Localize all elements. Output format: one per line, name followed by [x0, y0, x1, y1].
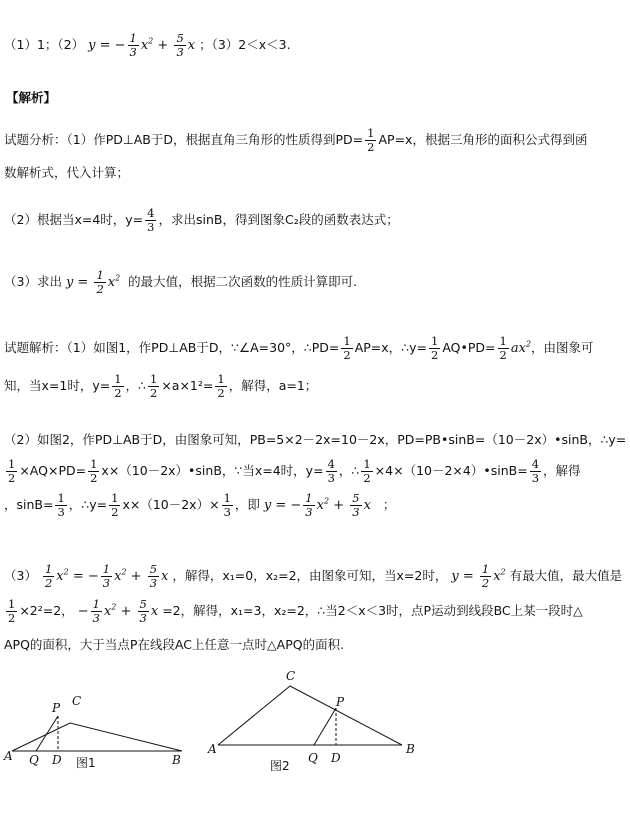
solution-line-1: 试题解析：（1）如图1，作PD⊥AB于D，∵∠A=30°，∴PD= $\frac{1}{2}$ AP=x，∴y= $\frac{1}{2}$ AQ•PD= $\frac{1}{2}$ $ax^2$，由图象可 [4, 334, 594, 362]
solution-text: ，sinB= [4, 497, 54, 512]
fraction: $\frac{1}{2}$ [8, 597, 16, 625]
triangle-ac-cb [218, 686, 402, 745]
formula: y = − $\frac{1}{3}$ $x^2$ + $\frac{5}{3}$ x [263, 491, 371, 519]
fraction: $\frac{4}{3}$ [147, 206, 155, 234]
solution-line-7 [4, 598, 630, 625]
fraction: $\frac{1}{3}$ [223, 491, 231, 519]
solution-text: AQ•PD= [442, 340, 496, 355]
figures [0, 660, 630, 820]
fraction: $\frac{1}{2}$ [149, 372, 158, 400]
solution-text: x×（10－2x）•sinB，∵当x=4时，y= [101, 463, 324, 478]
solution-line-5 [4, 492, 630, 519]
solution-line-6 [4, 563, 630, 590]
label-b: B [172, 753, 181, 767]
solution-text: ，解得，x₁=0，x₂=2，由图象可知，当x=2时， [172, 568, 448, 583]
answer-part2: ；（3）2＜x＜3. [199, 37, 291, 52]
fraction: $\frac{1}{2}$ [367, 126, 375, 154]
figure-2 [207, 669, 415, 773]
fraction: $\frac{4}{3}$ [327, 457, 335, 485]
solution-text: ，∴ [338, 463, 360, 478]
formula: $\frac{1}{2}$ $x^2$ = − $\frac{1}{3}$ $x^2$ + $\frac{5}{3}$ x [44, 562, 169, 590]
answer-part1: （1）1；（2） [4, 37, 85, 52]
solution-text: ，∴ [125, 378, 146, 393]
solution-text: 知，当x=1时，y= [4, 378, 111, 393]
solution-text: 试题解析：（1）如图1，作PD⊥AB于D，∵∠A=30°，∴PD= [4, 340, 340, 355]
figure-1-caption: 图1 [76, 756, 96, 770]
formula: y = $\frac{1}{2}$ $x^2$ [451, 562, 506, 590]
label-q: Q [308, 751, 318, 765]
figure-1 [3, 694, 182, 770]
fraction: $\frac{1}{2}$ [217, 372, 225, 400]
solution-text: ，解得，a=1； [228, 378, 318, 393]
solution-text: ×a×1²= [161, 378, 214, 393]
analysis-text: 试题分析：（1）作PD⊥AB于D，根据直角三角形的性质得到PD= [4, 132, 364, 147]
solution-text: ，∴y= [68, 497, 108, 512]
solution-text: ×AQ×PD= [19, 463, 87, 478]
fraction: $\frac{4}{3}$ [531, 457, 540, 485]
label-c: C [286, 669, 296, 683]
label-p: P [336, 695, 345, 709]
solution-line-4 [4, 458, 630, 485]
formula: y = $\frac{1}{2}$ $x^2$ [65, 268, 121, 296]
fraction: $\frac{1}{2}$ [363, 457, 371, 485]
segment-qp [36, 716, 58, 751]
answer-formula: y = − $\frac{1}{3}$ $x^2$ + $\frac{5}{3}$ x [88, 31, 196, 59]
solution-text: （3） [4, 568, 37, 583]
solution-text: x×（10－2x）× [122, 497, 220, 512]
figure-2-caption: 图2 [270, 759, 290, 773]
analysis-line-3 [4, 207, 630, 234]
solution-text: ； [382, 497, 396, 512]
analysis-text: （3）求出 [4, 274, 62, 289]
solution-text: 有最大值，最大值是 [509, 568, 623, 583]
analysis-line-1 [4, 127, 630, 154]
solution-text: =2，解得，x₁=3，x₂=2，∴当2＜x＜3时，点P运动到线段BC上某一段时△ [162, 603, 583, 618]
solution-line-3: （2）如图2，作PD⊥AB于D，由图象可知，PB=5×2－2x=10－2x，PD=PB•sinB=（10－2x）•sinB，∴y= [4, 432, 627, 447]
analysis-text: AP=x，根据三角形的面积公式得到函 [378, 132, 588, 147]
fraction: $\frac{1}{2}$ [8, 457, 16, 485]
solution-line-8: APQ的面积，大于当点P在线段AC上任意一点时△APQ的面积. [4, 637, 345, 652]
formula: − $\frac{1}{3}$ $x^2$ + $\frac{5}{3}$ x [77, 597, 159, 625]
label-d: D [331, 751, 341, 765]
analysis-line-4 [4, 269, 630, 296]
solution-text: ×2²=2， [19, 603, 74, 618]
label-a: A [208, 742, 217, 756]
fraction: $\frac{1}{2}$ [90, 457, 98, 485]
solution-line-2 [4, 373, 630, 400]
fraction: $\frac{1}{2}$ [499, 334, 507, 362]
label-p: P [52, 701, 61, 715]
label-q: Q [29, 753, 39, 767]
solution-text: ×4×（10－2×4）•sinB= [374, 463, 528, 478]
solution-text: ，即 [234, 497, 260, 512]
analysis-heading: 【解析】 [6, 90, 57, 105]
analysis-line-2: 数解析式，代入计算； [4, 165, 130, 180]
analysis-text: 的最大值，根据二次函数的性质计算即可. [128, 274, 358, 289]
fraction: $\frac{1}{2}$ [431, 334, 439, 362]
label-a: A [4, 749, 13, 763]
solution-text: ，解得 [543, 463, 581, 478]
analysis-text: ，求出sinB，得到图象C₂段的函数表达式； [158, 212, 399, 227]
analysis-text: （2）根据当x=4时，y= [4, 212, 144, 227]
fraction: $\frac{1}{2}$ [114, 372, 122, 400]
segment-qp [314, 708, 336, 745]
solution-text: AP=x，∴y= [354, 340, 428, 355]
label-b: B [406, 742, 415, 756]
answer-line [4, 32, 630, 59]
fraction: $\frac{1}{2}$ [343, 334, 351, 362]
label-c-top: C [72, 694, 82, 708]
fraction: $\frac{1}{3}$ [57, 491, 65, 519]
fraction: $\frac{1}{2}$ [111, 491, 119, 519]
solution-text: ，由图象可 [531, 340, 594, 355]
triangle-ac-cb [12, 723, 182, 751]
label-d: D [52, 753, 62, 767]
